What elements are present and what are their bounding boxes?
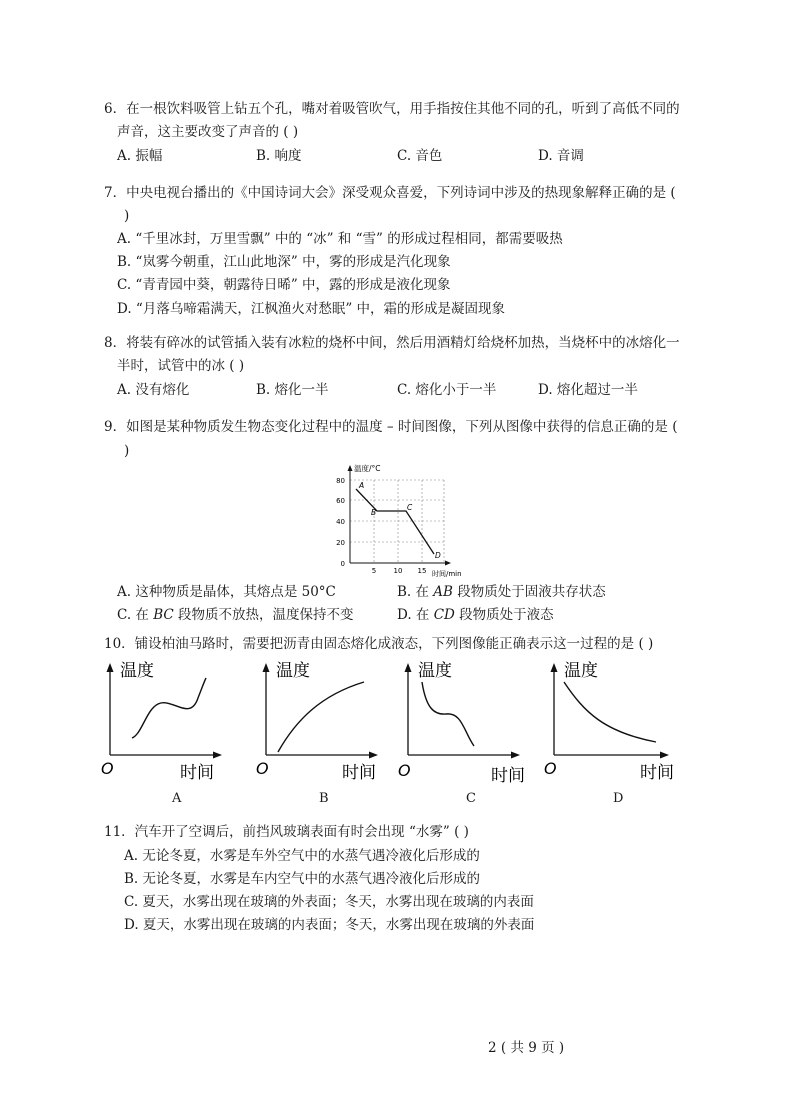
q8-stem-line1: 8．将装有碎冰的试管插入装有冰粒的烧杯中间，然后用酒精灯给烧杯加热，当烧杯中的冰熔化一	[104, 335, 680, 351]
q7-option-a: A. “千里冰封，万里雪飘” 中的 “冰” 和 “雪” 的形成过程相同，都需要吸热	[117, 231, 563, 247]
q8-option-c: C. 熔化小于一半	[397, 382, 497, 398]
q9-option-c-post: 段物质不放热，温度保持不变	[173, 607, 354, 623]
q9-ytick-80: 80	[336, 477, 345, 485]
q6-option-a: A. 振幅	[117, 148, 163, 164]
q9-ytick-60: 60	[336, 497, 345, 505]
q10-graph-c-letter: C	[466, 791, 476, 806]
q11-stem: 11．汽车开了空调后，前挡风玻璃表面有时会出现 “水雾” ( )	[104, 824, 469, 840]
q10-graph-b-letter: B	[319, 791, 329, 806]
q10-graph-c	[398, 660, 528, 785]
q9-point-b: B	[371, 508, 377, 517]
q9-xtick-10: 10	[393, 567, 403, 575]
q11-option-c: C. 夏天，水雾出现在玻璃的外表面；冬天，水雾出现在玻璃的内表面	[124, 894, 534, 910]
q10-graph-a-letter: A	[172, 791, 182, 806]
q9-option-b-pre: B. 在	[397, 584, 434, 600]
q9-stem-line2: )	[124, 443, 130, 459]
q9-ylabel: 温度/°C	[354, 464, 381, 473]
q10-stem: 10．铺设柏油马路时，需要把沥青由固态熔化成液态，下列图像能正确表示这一过程的是 ( )	[104, 636, 654, 652]
q9-option-c-segment: BC	[153, 607, 174, 623]
q6-option-b: B. 响度	[256, 148, 302, 164]
q9-option-b-post: 段物质处于固液共存状态	[452, 584, 606, 600]
q9-y-axis-arrow	[348, 465, 353, 471]
q10a-y-arrow	[107, 663, 114, 672]
q10d-xlabel: 时间	[640, 763, 674, 783]
q9-option-b-segment: AB	[433, 584, 453, 600]
q8-option-b: B. 熔化一半	[256, 382, 329, 398]
q7-option-d: D. “月落乌啼霜满天，江枫渔火对愁眠” 中，霜的形成是凝固现象	[117, 301, 506, 317]
q9-xtick-5: 5	[371, 567, 377, 575]
q9-option-d	[397, 606, 554, 624]
q9-x-axis-arrow	[445, 561, 451, 566]
q10-graph-d-letter: D	[613, 791, 624, 806]
q6-option-c: C. 音色	[397, 148, 443, 164]
q10b-xlabel: 时间	[342, 763, 376, 783]
q8-option-d: D. 熔化超过一半	[538, 382, 638, 398]
q10d-origin: O	[544, 759, 557, 778]
q10c-ylabel: 温度	[418, 661, 452, 681]
q9-temperature-time-graph	[328, 460, 478, 580]
q7-option-c: C. “青青园中葵，朝露待日晞” 中，露的形成是液化现象	[117, 277, 451, 293]
q9-ytick-40: 40	[336, 518, 345, 526]
q10b-x-arrow	[369, 752, 378, 759]
q9-xtick-15: 15	[417, 567, 427, 575]
q11-option-d: D. 夏天，水雾出现在玻璃的内表面；冬天，水雾出现在玻璃的外表面	[124, 917, 535, 933]
q10c-y-arrow	[405, 663, 412, 672]
q7-stem-line1: 7．中央电视台播出的《中国诗词大会》深受观众喜爱，下列诗词中涉及的热现象解释正确的是 (	[104, 185, 676, 201]
q9-point-a: A	[359, 481, 365, 490]
q10-graph-d	[544, 660, 684, 785]
q10d-y-arrow	[551, 663, 558, 672]
q10d-curve	[564, 682, 656, 742]
q10-graph-b	[256, 660, 386, 785]
q10a-x-arrow	[213, 752, 222, 759]
q10c-xlabel: 时间	[491, 766, 525, 785]
q9-option-d-pre: D. 在	[397, 607, 434, 623]
q10-graph-a	[100, 660, 230, 785]
q9-point-d: D	[435, 551, 441, 560]
q6-stem-line2: 声音，这主要改变了声音的 ( )	[117, 124, 299, 140]
q9-option-d-post: 段物质处于液态	[454, 607, 554, 623]
q10b-ylabel: 温度	[276, 661, 310, 681]
q10a-origin: O	[101, 759, 114, 778]
q6-stem-line1: 6．在一根饮料吸管上钻五个孔，嘴对着吸管吹气，用手指按住其他不同的孔，听到了高低不同的	[104, 101, 680, 117]
q9-option-c	[117, 606, 354, 624]
q10a-ylabel: 温度	[120, 661, 154, 681]
q11-option-a: A. 无论冬夏，水雾是车外空气中的水蒸气遇冷液化后形成的	[124, 848, 480, 864]
q9-stem-line1: 9．如图是某种物质发生物态变化过程中的温度 – 时间图像，下列从图像中获得的信息正确的是 (	[104, 419, 678, 435]
q6-option-d: D. 音调	[538, 148, 584, 164]
q10b-y-arrow	[263, 663, 270, 672]
q9-ytick-20: 20	[336, 539, 345, 547]
q10d-x-arrow	[660, 752, 669, 759]
q11-option-b: B. 无论冬夏，水雾是车内空气中的水蒸气遇冷液化后形成的	[124, 871, 481, 887]
q8-option-a: A. 没有熔化	[117, 382, 190, 398]
q9-xlabel: 时间/min	[432, 570, 462, 578]
q10c-origin: O	[398, 761, 411, 780]
page-number: 2 ( 共 9 页 )	[488, 1040, 565, 1056]
q7-option-b: B. “岚雾今朝重，江山此地深” 中，雾的形成是汽化现象	[117, 254, 451, 270]
q10d-ylabel: 温度	[564, 661, 598, 681]
q10c-curve	[422, 682, 474, 746]
q10a-xlabel: 时间	[180, 763, 214, 783]
q9-option-a: A. 这种物质是晶体，其熔点是 50°C	[117, 584, 336, 600]
q10a-curve	[132, 678, 206, 738]
q9-option-d-segment: CD	[433, 607, 455, 623]
q7-stem-line2: )	[124, 208, 130, 224]
q9-point-c: C	[407, 503, 413, 512]
q8-stem-line2: 半时，试管中的冰 ( )	[117, 358, 245, 374]
q9-ytick-0: 0	[340, 560, 345, 568]
q10c-x-arrow	[511, 752, 520, 759]
q9-option-b	[397, 583, 606, 601]
q10b-curve	[278, 682, 364, 752]
q9-option-c-pre: C. 在	[117, 607, 154, 623]
q10b-origin: O	[256, 759, 269, 778]
